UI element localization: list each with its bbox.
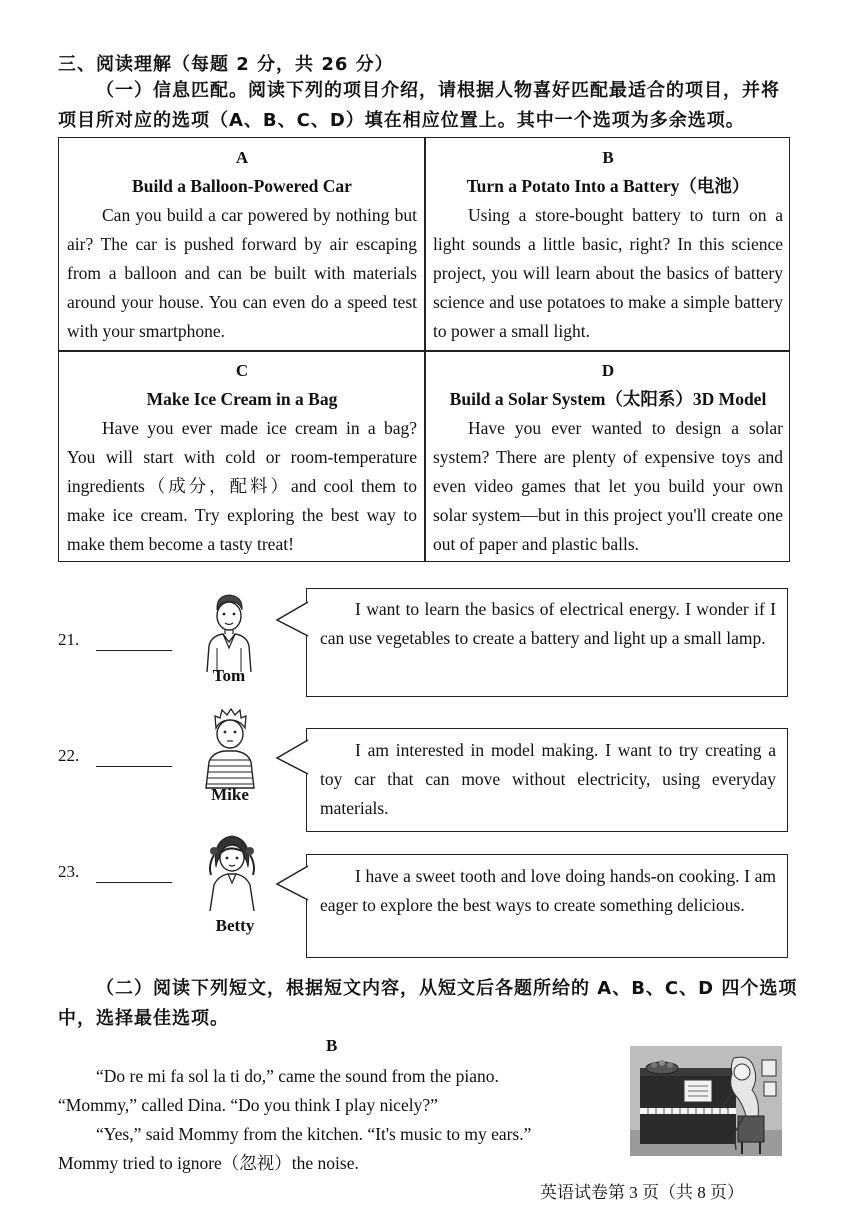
passage-label: B [326,1036,338,1055]
speech-text-mike: I am interested in model making. I want to try creating a toy car that can move without electricity, using everyday materials. [320,740,776,818]
option-title: Build a Solar System（太阳系）3D Model [449,389,767,409]
speech-bubble-pointer [275,736,309,778]
boy-mike-illustration [200,708,260,790]
option-title: Build a Balloon-Powered Car [132,176,352,196]
girl-at-piano-illustration [630,1046,782,1156]
option-letter: B [602,148,614,167]
passage-line: “Mommy,” called Dina. “Do you think I play nicely?” [58,1095,438,1115]
option-body: Can you build a car powered by nothing but air? The car is pushed forward by air escaping from a balloon and can be built with materials around your house. You can even do a speed test with your smartphone. [67,205,417,341]
person-name-tom: Tom [212,666,246,685]
speech-bubble-pointer [275,598,309,640]
girl-betty-illustration [202,831,262,913]
option-title: Turn a Potato Into a Battery（电池） [466,176,750,196]
option-letter: C [235,361,249,380]
passage-line: Mommy tried to ignore（忽视）the noise. [58,1153,359,1173]
option-a-cell [67,143,417,346]
boy-tom-illustration [199,592,259,674]
section-heading: 三、阅读理解（每题 2 分，共 26 分） [58,54,394,75]
speech-bubble-pointer [275,862,309,904]
option-c-cell [67,356,417,559]
option-letter: D [601,361,615,380]
option-body: Have you ever made ice cream in a bag? You will start with cold or room-temperature ingredients（成分，配料）and cool them to make ice cream. Try exploring the best way to make them become a tasty treat! [67,418,417,554]
part2-instruction-line2: 中，选择最佳选项。 [58,1008,229,1029]
person-name-betty: Betty [215,916,255,935]
passage-line: “Yes,” said Mommy from the kitchen. “It's music to my ears.” [96,1124,532,1144]
option-title: Make Ice Cream in a Bag [146,389,338,409]
question-21-answer-blank[interactable] [96,650,172,651]
question-21-number: 21. [58,630,80,649]
option-d-cell [433,356,783,559]
option-b-cell [433,143,783,346]
passage-line: “Do re mi fa sol la ti do,” came the sound from the piano. [96,1066,499,1086]
speech-text-betty: I have a sweet tooth and love doing hands-on cooking. I am eager to explore the best ways to create something delicious. [320,866,776,915]
part1-instruction-line1: （一）信息匹配。阅读下列的项目介绍，请根据人物喜好匹配最适合的项目，并将 [96,80,780,101]
option-body: Using a store-bought battery to turn on a light sounds a little basic, right? In this science project, you will learn about the basics of battery science and use potatoes to make a simple battery to power a small light. [433,205,783,341]
table-divider-horizontal [58,350,790,352]
speech-text-tom: I want to learn the basics of electrical energy. I wonder if I can use vegetables to create a battery and light up a small lamp. [320,599,776,648]
person-name-mike: Mike [211,785,249,804]
option-body: Have you ever wanted to design a solar system? There are plenty of expensive toys and even video games that let you build your own solar system—but in this project you'll create one out of paper and plastic balls. [433,418,783,554]
question-23-number: 23. [58,862,80,881]
question-22-answer-blank[interactable] [96,766,172,767]
option-letter: A [235,148,249,167]
page-footer: 英语试卷第 3 页（共 8 页） [540,1183,744,1202]
question-23-answer-blank[interactable] [96,882,172,883]
question-22-number: 22. [58,746,80,765]
part2-instruction-line1: （二）阅读下列短文，根据短文内容，从短文后各题所给的 A、B、C、D 四个选项 [96,978,798,999]
part1-instruction-line2: 项目所对应的选项（A、B、C、D）填在相应位置上。其中一个选项为多余选项。 [58,110,745,131]
